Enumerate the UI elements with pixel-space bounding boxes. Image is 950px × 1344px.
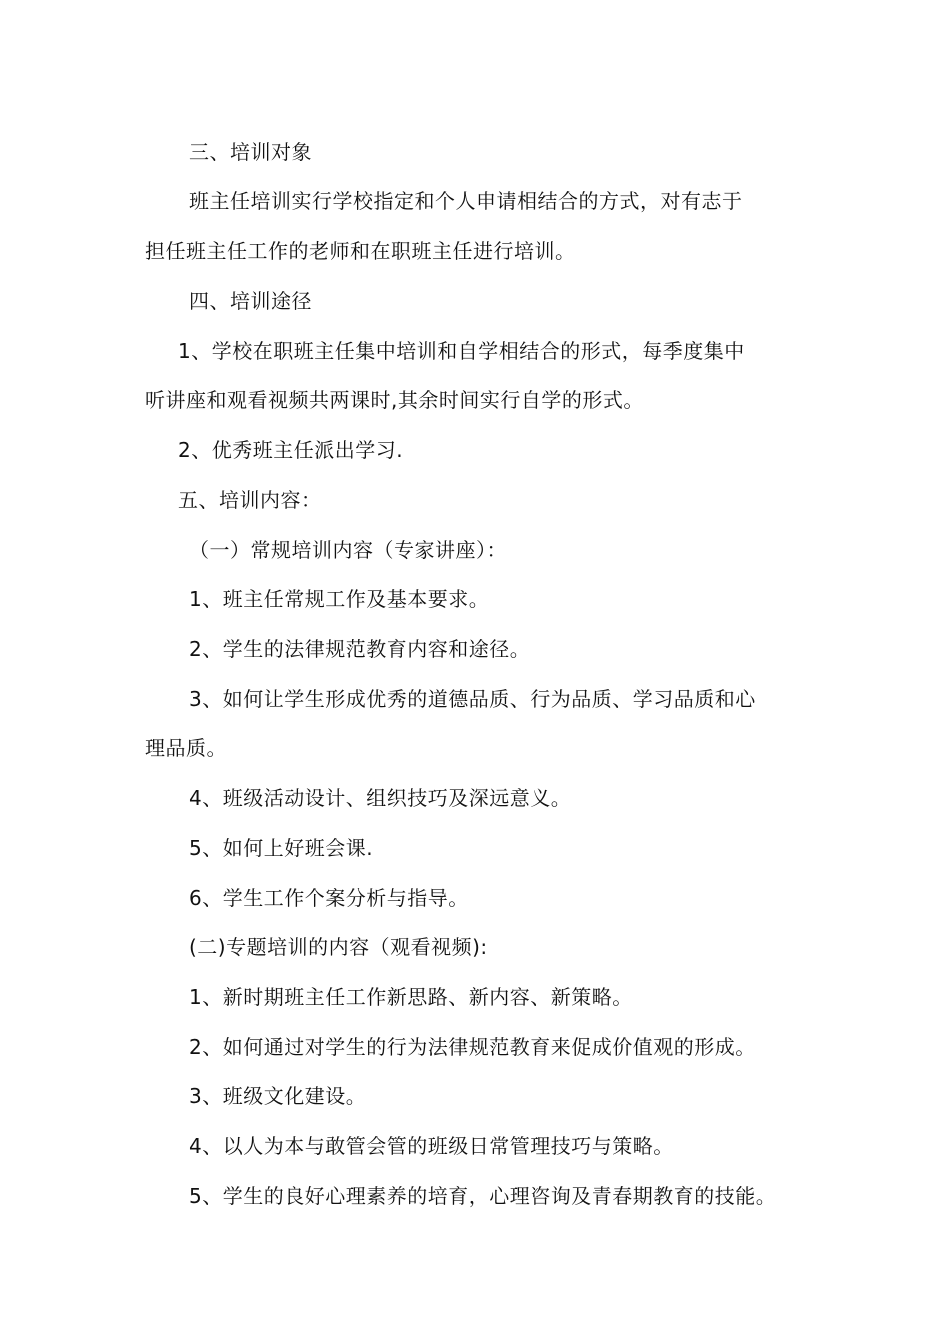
paragraph-line: 担任班主任工作的老师和在职班主任进行培训。 bbox=[145, 239, 576, 263]
paragraph-line: 听讲座和观看视频共两课时,其余时间实行自学的形式。 bbox=[145, 388, 644, 412]
list-item: 2、学生的法律规范教育内容和途径。 bbox=[189, 637, 531, 661]
paragraph-line: 班主任培训实行学校指定和个人申请相结合的方式，对有志于 bbox=[189, 189, 743, 213]
list-item: 1、班主任常规工作及基本要求。 bbox=[189, 587, 490, 611]
list-item: 1、新时期班主任工作新思路、新内容、新策略。 bbox=[189, 985, 633, 1009]
list-item: 3、如何让学生形成优秀的道德品质、行为品质、学习品质和心 bbox=[189, 687, 756, 711]
list-item: 2、优秀班主任派出学习. bbox=[178, 438, 404, 462]
paragraph-line: 理品质。 bbox=[145, 736, 227, 760]
list-item: 1、学校在职班主任集中培训和自学相结合的形式，每季度集中 bbox=[178, 339, 745, 363]
list-item: 6、学生工作个案分析与指导。 bbox=[189, 886, 469, 910]
list-item: 4、以人为本与敢管会管的班级日常管理技巧与策略。 bbox=[189, 1134, 674, 1158]
list-item: 2、如何通过对学生的行为法律规范教育来促成价值观的形成。 bbox=[189, 1035, 756, 1059]
list-item: 4、班级活动设计、组织技巧及深远意义。 bbox=[189, 786, 572, 810]
list-item: 3、班级文化建设。 bbox=[189, 1084, 367, 1108]
list-item: 5、学生的良好心理素养的培育，心理咨询及青春期教育的技能。 bbox=[189, 1184, 777, 1208]
section-heading-3: 三、培训对象 bbox=[189, 140, 312, 164]
subsection-heading-2: (二)专题培训的内容（观看视频): bbox=[189, 935, 488, 959]
section-heading-5: 五、培训内容： bbox=[178, 488, 322, 512]
list-item: 5、如何上好班会课. bbox=[189, 836, 374, 860]
subsection-heading-1: （一）常规培训内容（专家讲座）： bbox=[189, 538, 507, 562]
section-heading-4: 四、培训途径 bbox=[189, 289, 312, 313]
